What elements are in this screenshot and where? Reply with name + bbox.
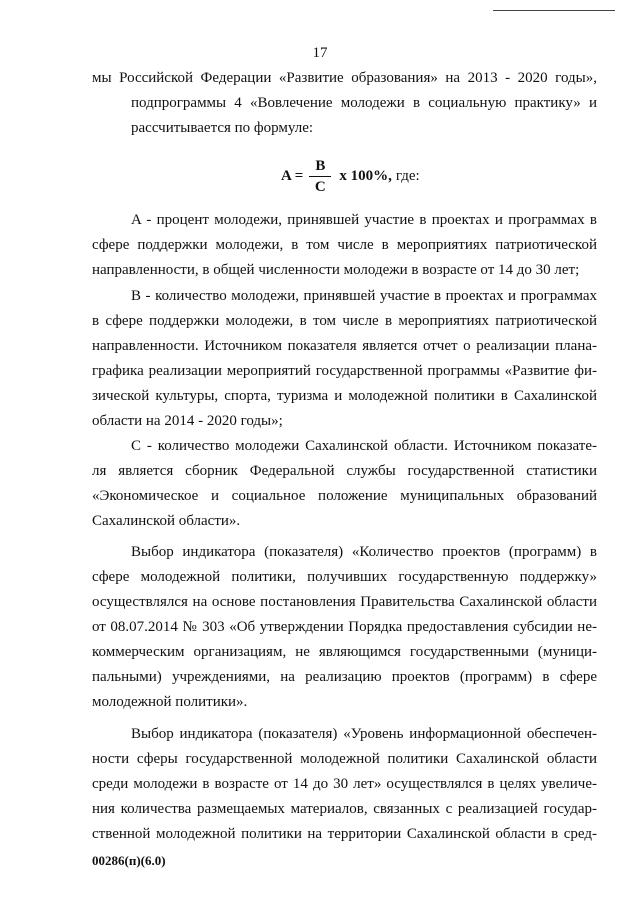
text-line: ния количества размещаемых материалов, связанных с реализацией государ- <box>92 801 597 817</box>
header-rule <box>493 10 615 11</box>
document-code: 00286(п)(6.0) <box>92 853 166 868</box>
page-number: 17 <box>312 45 328 61</box>
text-line: мы Российской Федерации «Развитие образования» на 2013 - 2020 годы», <box>92 70 597 86</box>
text-line: сфере поддержки молодежи, в том числе в мероприятиях патриотической <box>92 237 597 253</box>
formula-lhs: A = <box>281 167 304 184</box>
paragraph-indicator-information <box>92 722 597 847</box>
text-line: от 08.07.2014 № 303 «Об утверждении Порядка предоставления субсидии не- <box>92 619 597 635</box>
text-line: Выбор индикатора (показателя) «Количество проектов (программ) в <box>131 544 597 560</box>
text-line: в сфере поддержки молодежи, в том числе в мероприятиях патриотической <box>92 313 597 329</box>
text-line: «Экономическое и социальное положение муниципальных образований <box>92 488 597 504</box>
formula-where: где: <box>395 167 420 184</box>
text-line: графика реализации мероприятий государственной программы «Развитие фи- <box>92 363 597 379</box>
text-line: ля является сборник Федеральной службы государственной статистики <box>92 463 597 479</box>
formula-multiplier: x 100%, <box>339 167 392 184</box>
paragraph-definition-b <box>92 284 597 434</box>
paragraph-definition-c <box>92 434 597 534</box>
text-line: сфере молодежной политики, получивших государственную поддержку» <box>92 569 597 585</box>
text-line: рассчитывается по формуле: <box>131 120 314 136</box>
paragraph-definition-a <box>92 208 597 283</box>
formula-denominator: C <box>314 178 326 195</box>
paragraph-continuation <box>92 66 597 141</box>
text-line: молодежной политики». <box>92 694 248 710</box>
text-line: подпрограммы 4 «Вовлечение молодежи в социальную практику» и <box>131 95 597 111</box>
text-line: среди молодежи в возрасте от 14 до 30 лет» осуществлялся в целях увеличе- <box>92 776 597 792</box>
text-line: A - процент молодежи, принявшей участие в проектах и программах в <box>131 212 597 228</box>
formula-fraction <box>309 158 331 195</box>
text-line: направленности, в общей численности молодежи в возрасте от 14 до 30 лет; <box>92 262 580 278</box>
text-line: коммерческим организациям, не являющимся государственными (муници- <box>92 644 597 660</box>
text-line: пальными) учреждениями, на реализацию проектов (программ) в сфере <box>92 669 597 685</box>
text-line: зической культуры, спорта, туризма и молодежной политики в Сахалинской <box>92 388 597 404</box>
text-line: Сахалинской области». <box>92 513 241 529</box>
text-line: направленности. Источником показателя является отчет о реализации плана- <box>92 338 597 354</box>
text-line: ственной молодежной политики на территории Сахалинской области в сред- <box>92 826 597 842</box>
text-line: Выбор индикатора (показателя) «Уровень информационной обеспечен- <box>131 726 597 742</box>
text-line: C - количество молодежи Сахалинской области. Источником показате- <box>131 438 597 454</box>
formula-numerator: B <box>309 158 331 177</box>
text-line: B - количество молодежи, принявшей участие в проектах и программах <box>131 288 597 304</box>
text-line: ности сферы государственной молодежной политики Сахалинской области <box>92 751 597 767</box>
text-line: осуществлялся на основе постановления Правительства Сахалинской области <box>92 594 597 610</box>
formula <box>281 156 420 196</box>
paragraph-indicator-projects <box>92 540 597 715</box>
text-line: области на 2014 - 2020 годы»; <box>92 413 283 429</box>
